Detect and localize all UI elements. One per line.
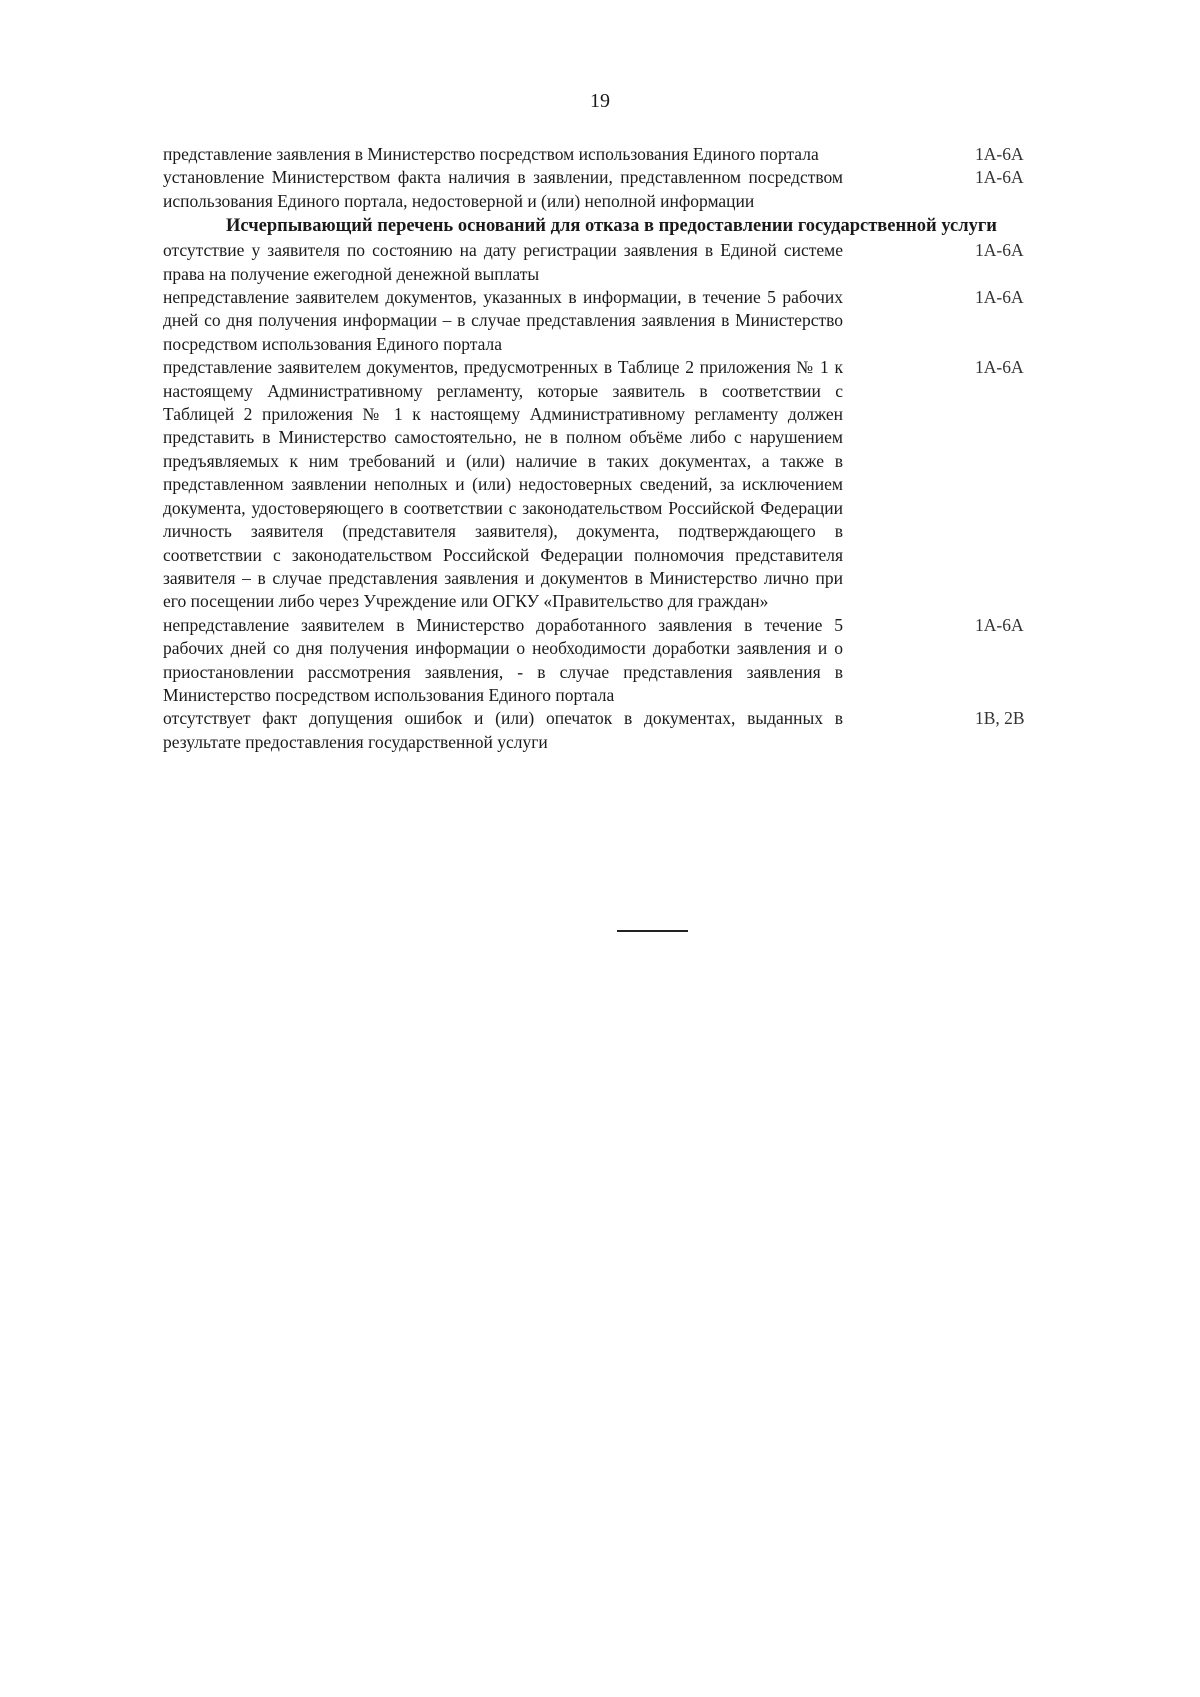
table-row [0,143,1200,166]
row-text: представление заявления в Министерство посредством использования Единого портала [163,144,819,164]
page-number: 19 [590,90,610,112]
row-code: 1А-6А [975,167,1024,188]
row-text: представление заявителем документов, предусмотренных в Таблице 2 приложения № 1 к настоящему Административному регламенту, которые заявитель в соответствии с Таблицей 2 приложения № 1 к настоящему Административному регламенту должен представить в Министерство самостоятельно, не в полном объёме либо с нарушением предъявляемых к ним требований и (или) наличие в таких документах, а также в представленном заявлении неполных и (или) недостоверных сведений, за исключением документа, удостоверяющего в соответствии с законодательством Российской Федерации личность заявителя (представителя заявителя), документа, подтверждающего в соответствии с законодательством Российской Федерации полномочия представителя заявителя – в случае представления заявления и документов в Министерство лично при его посещении либо через Учреждение или ОГКУ «Правительство для граждан» [163,357,843,612]
table-row [0,239,1200,286]
row-code: 1А-6А [975,357,1024,378]
end-divider [617,930,688,932]
grounds-table [0,143,1200,754]
table-row [0,286,1200,356]
row-code: 1В, 2В [975,708,1025,729]
table-row [0,614,1200,708]
table-row [0,707,1200,754]
table-row [0,356,1200,613]
row-code: 1А-6А [975,240,1024,261]
row-text: непредставление заявителем в Министерство доработанного заявления в течение 5 рабочих дней со дня получения информации о необходимости доработки заявления и о приостановлении рассмотрения заявления, - в случае представления заявления в Министерство посредством использования Единого портала [163,614,843,705]
row-code: 1А-6А [975,614,1024,635]
row-text: отсутствие у заявителя по состоянию на дату регистрации заявления в Единой системе права на получение ежегодной денежной выплаты [163,240,843,284]
row-code: 1А-6А [975,287,1024,308]
section-heading: Исчерпывающий перечень оснований для отказа в предоставлении государственной услуги [226,216,997,237]
row-code: 1А-6А [975,144,1024,164]
row-text: установление Министерством факта наличия в заявлении, представленном посредством использования Единого портала, недостоверной и (или) неполной информации [163,167,843,211]
row-text: отсутствует факт допущения ошибок и (или) опечаток в документах, выданных в результате предоставления государственной услуги [163,708,843,752]
row-text: непредставление заявителем документов, указанных в информации, в течение 5 рабочих дней со дня получения информации – в случае представления заявления в Министерство посредством использования Единого портала [163,287,843,354]
table-row [0,166,1200,213]
